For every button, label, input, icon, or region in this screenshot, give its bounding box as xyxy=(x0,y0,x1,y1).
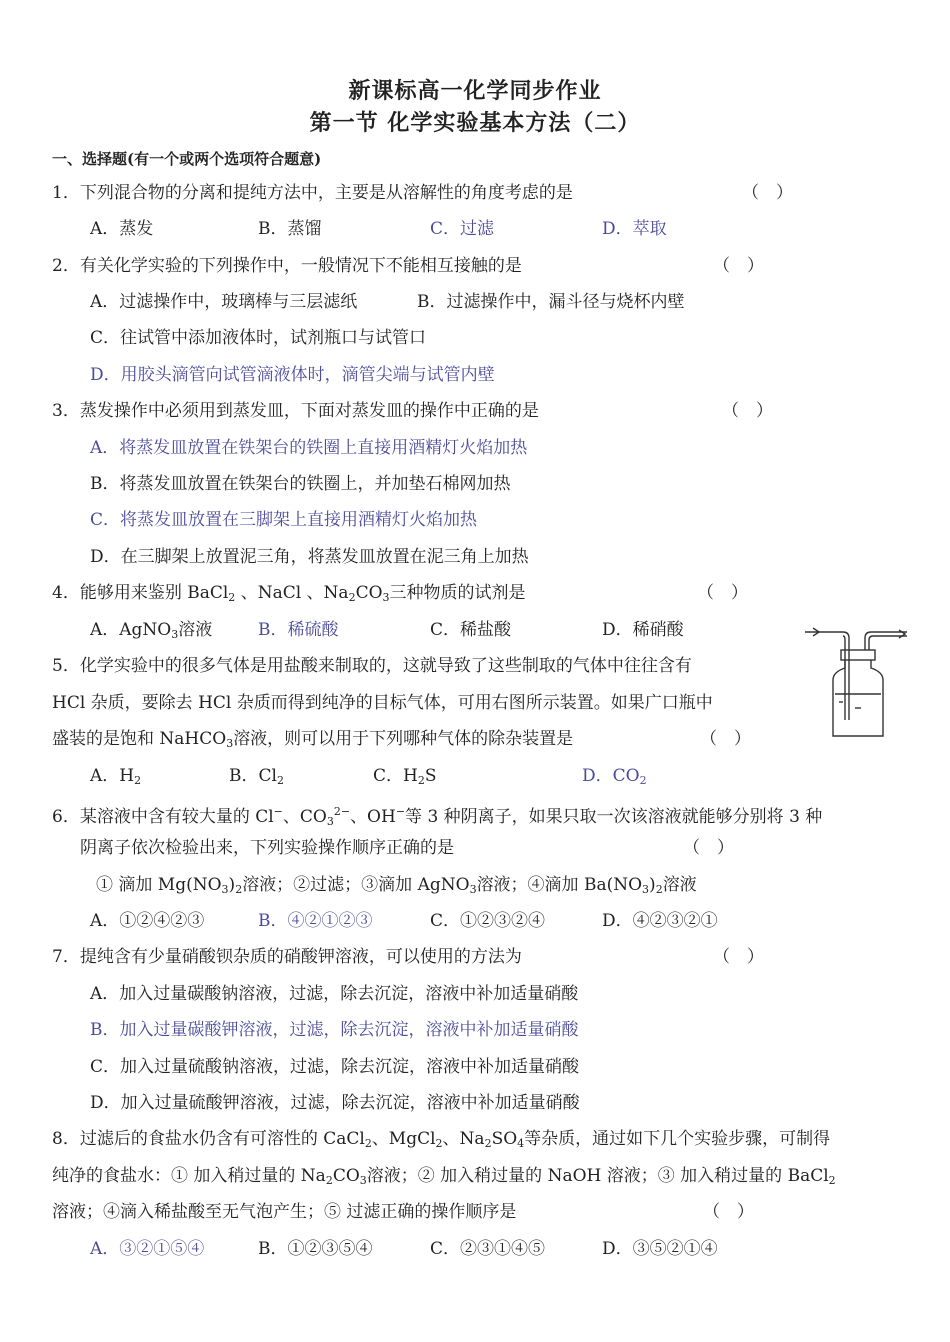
question-8-line-3: 溶液；④滴入稀盐酸至无气泡产生；⑤ 过滤正确的操作顺序是 xyxy=(52,1202,517,1222)
q6-option-a: A．①②④②③ xyxy=(90,911,205,931)
q3-option-a: A．将蒸发皿放置在铁架台的铁圈上直接用酒精灯火焰加热 xyxy=(90,438,528,458)
q3-option-d: D．在三脚架上放置泥三角，将蒸发皿放置在泥三角上加热 xyxy=(90,547,529,567)
question-3-stem: 3．蒸发操作中必须用到蒸发皿，下面对蒸发皿的操作中正确的是 xyxy=(52,401,539,421)
q5-option-a: A．$H_2$ xyxy=(90,766,142,787)
question-2-answer-blank: （ ） xyxy=(713,256,764,276)
q8-option-d: D．③⑤②①④ xyxy=(602,1239,718,1259)
q2-option-b: B．过滤操作中，漏斗径与烧杯内壁 xyxy=(417,292,685,312)
question-7-stem: 7．提纯含有少量硝酸钡杂质的硝酸钾溶液，可以使用的方法为 xyxy=(52,947,522,967)
q8-option-c: C．②③①④⑤ xyxy=(430,1239,546,1259)
question-6-steps: ① 滴加 $Mg(NO_3)_2$溶液；②过滤；③滴加 AgNO$_3$溶液；④滴加 $Ba(NO_3)_2$溶液 xyxy=(96,875,697,896)
question-7-answer-blank: （ ） xyxy=(713,947,764,967)
q7-option-a: A．加入过量碳酸钠溶液，过滤，除去沉淀，溶液中补加适量硝酸 xyxy=(90,984,579,1004)
q2-option-c: C．往试管中添加液体时，试剂瓶口与试管口 xyxy=(90,328,427,348)
question-1-answer-blank: （ ） xyxy=(742,183,793,203)
question-4-answer-blank: （ ） xyxy=(697,583,748,603)
question-8-answer-blank: （ ） xyxy=(703,1202,754,1222)
question-2-stem: 2．有关化学实验的下列操作中，一般情况下不能相互接触的是 xyxy=(52,256,522,276)
q2-option-d: D．用胶头滴管向试管滴液体时，滴管尖端与试管内壁 xyxy=(90,365,495,385)
question-5-answer-blank: （ ） xyxy=(700,729,751,749)
question-6-answer-blank: （ ） xyxy=(683,838,734,858)
q7-option-d: D．加入过量硫酸钾溶液，过滤，除去沉淀，溶液中补加适量硝酸 xyxy=(90,1093,580,1113)
q1-option-a: A．蒸发 xyxy=(90,219,154,239)
q5-option-b: B．$Cl_2$ xyxy=(229,766,284,787)
question-4-stem: 4．能够用来鉴别 BaCl$_2$ 、NaCl 、$Na_2CO_3$三种物质的试剂是 xyxy=(52,583,526,604)
q7-option-b: B．加入过量碳酸钾溶液，过滤，除去沉淀，溶液中补加适量硝酸 xyxy=(90,1020,579,1040)
section-heading: 一、选择题(有一个或两个选项符合题意) xyxy=(52,150,322,168)
q3-option-b: B．将蒸发皿放置在铁架台的铁圈上，并加垫石棉网加热 xyxy=(90,474,511,494)
q4-option-c: C．稀盐酸 xyxy=(430,620,512,640)
q6-option-b: B．④②①②③ xyxy=(258,911,373,931)
document-subtitle: 第一节 化学实验基本方法（二） xyxy=(309,110,641,136)
q1-option-d: D．萃取 xyxy=(602,219,667,239)
q4-option-a: A．AgNO$_3$溶液 xyxy=(90,620,213,641)
q1-option-c: C．过滤 xyxy=(430,219,495,239)
q5-option-c: C．$H_2S$ xyxy=(373,766,437,787)
document-title: 新课标高一化学同步作业 xyxy=(348,78,602,104)
question-8-line-2: 纯净的食盐水：① 加入稍过量的 $Na_2CO_3$溶液；② 加入稍过量的 NaOH 溶液；③ 加入稍过量的 BaCl$_2$ xyxy=(52,1166,836,1187)
question-6-line-2: 阴离子依次检验出来，下列实验操作顺序正确的是 xyxy=(80,838,454,858)
q5-option-d: D．$CO_2$ xyxy=(582,766,647,787)
question-6-line-1: 6．某溶液中含有较大量的 Cl−、$CO_3^{2-}$、OH−等 3 种阴离子，如果只取一次该溶液就能够分别将 3 种 xyxy=(52,805,823,828)
question-3-answer-blank: （ ） xyxy=(722,401,773,421)
q6-option-c: C．①②③②④ xyxy=(430,911,546,931)
q2-option-a: A．过滤操作中，玻璃棒与三层滤纸 xyxy=(90,292,358,312)
q8-option-a: A．③②①⑤④ xyxy=(90,1239,205,1259)
q4-option-b: B．稀硫酸 xyxy=(258,620,339,640)
q8-option-b: B．①②③⑤④ xyxy=(258,1239,373,1259)
q4-option-d: D．稀硝酸 xyxy=(602,620,684,640)
q7-option-c: C．加入过量硫酸钠溶液，过滤，除去沉淀，溶液中补加适量硝酸 xyxy=(90,1057,580,1077)
question-1-stem: 1．下列混合物的分离和提纯方法中，主要是从溶解性的角度考虑的是 xyxy=(52,183,573,203)
question-8-line-1: 8．过滤后的食盐水仍含有可溶性的 CaCl$_2$、MgCl$_2$、$Na_2SO_4$等杂质，通过如下几个实验步骤，可制得 xyxy=(52,1129,831,1150)
question-5-line-2: HCl 杂质，要除去 HCl 杂质而得到纯净的目标气体，可用右图所示装置。如果广口瓶中 xyxy=(52,693,713,713)
question-5-line-3: 盛装的是饱和 NaHCO$_3$溶液，则可以用于下列哪种气体的除杂装置是 xyxy=(52,729,574,750)
gas-washing-bottle-figure xyxy=(803,622,913,744)
q6-option-d: D．④②③②① xyxy=(602,911,718,931)
question-5-line-1: 5．化学实验中的很多气体是用盐酸来制取的，这就导致了这些制取的气体中往往含有 xyxy=(52,656,692,676)
q1-option-b: B．蒸馏 xyxy=(258,219,322,239)
q3-option-c: C．将蒸发皿放置在三脚架上直接用酒精灯火焰加热 xyxy=(90,510,478,530)
